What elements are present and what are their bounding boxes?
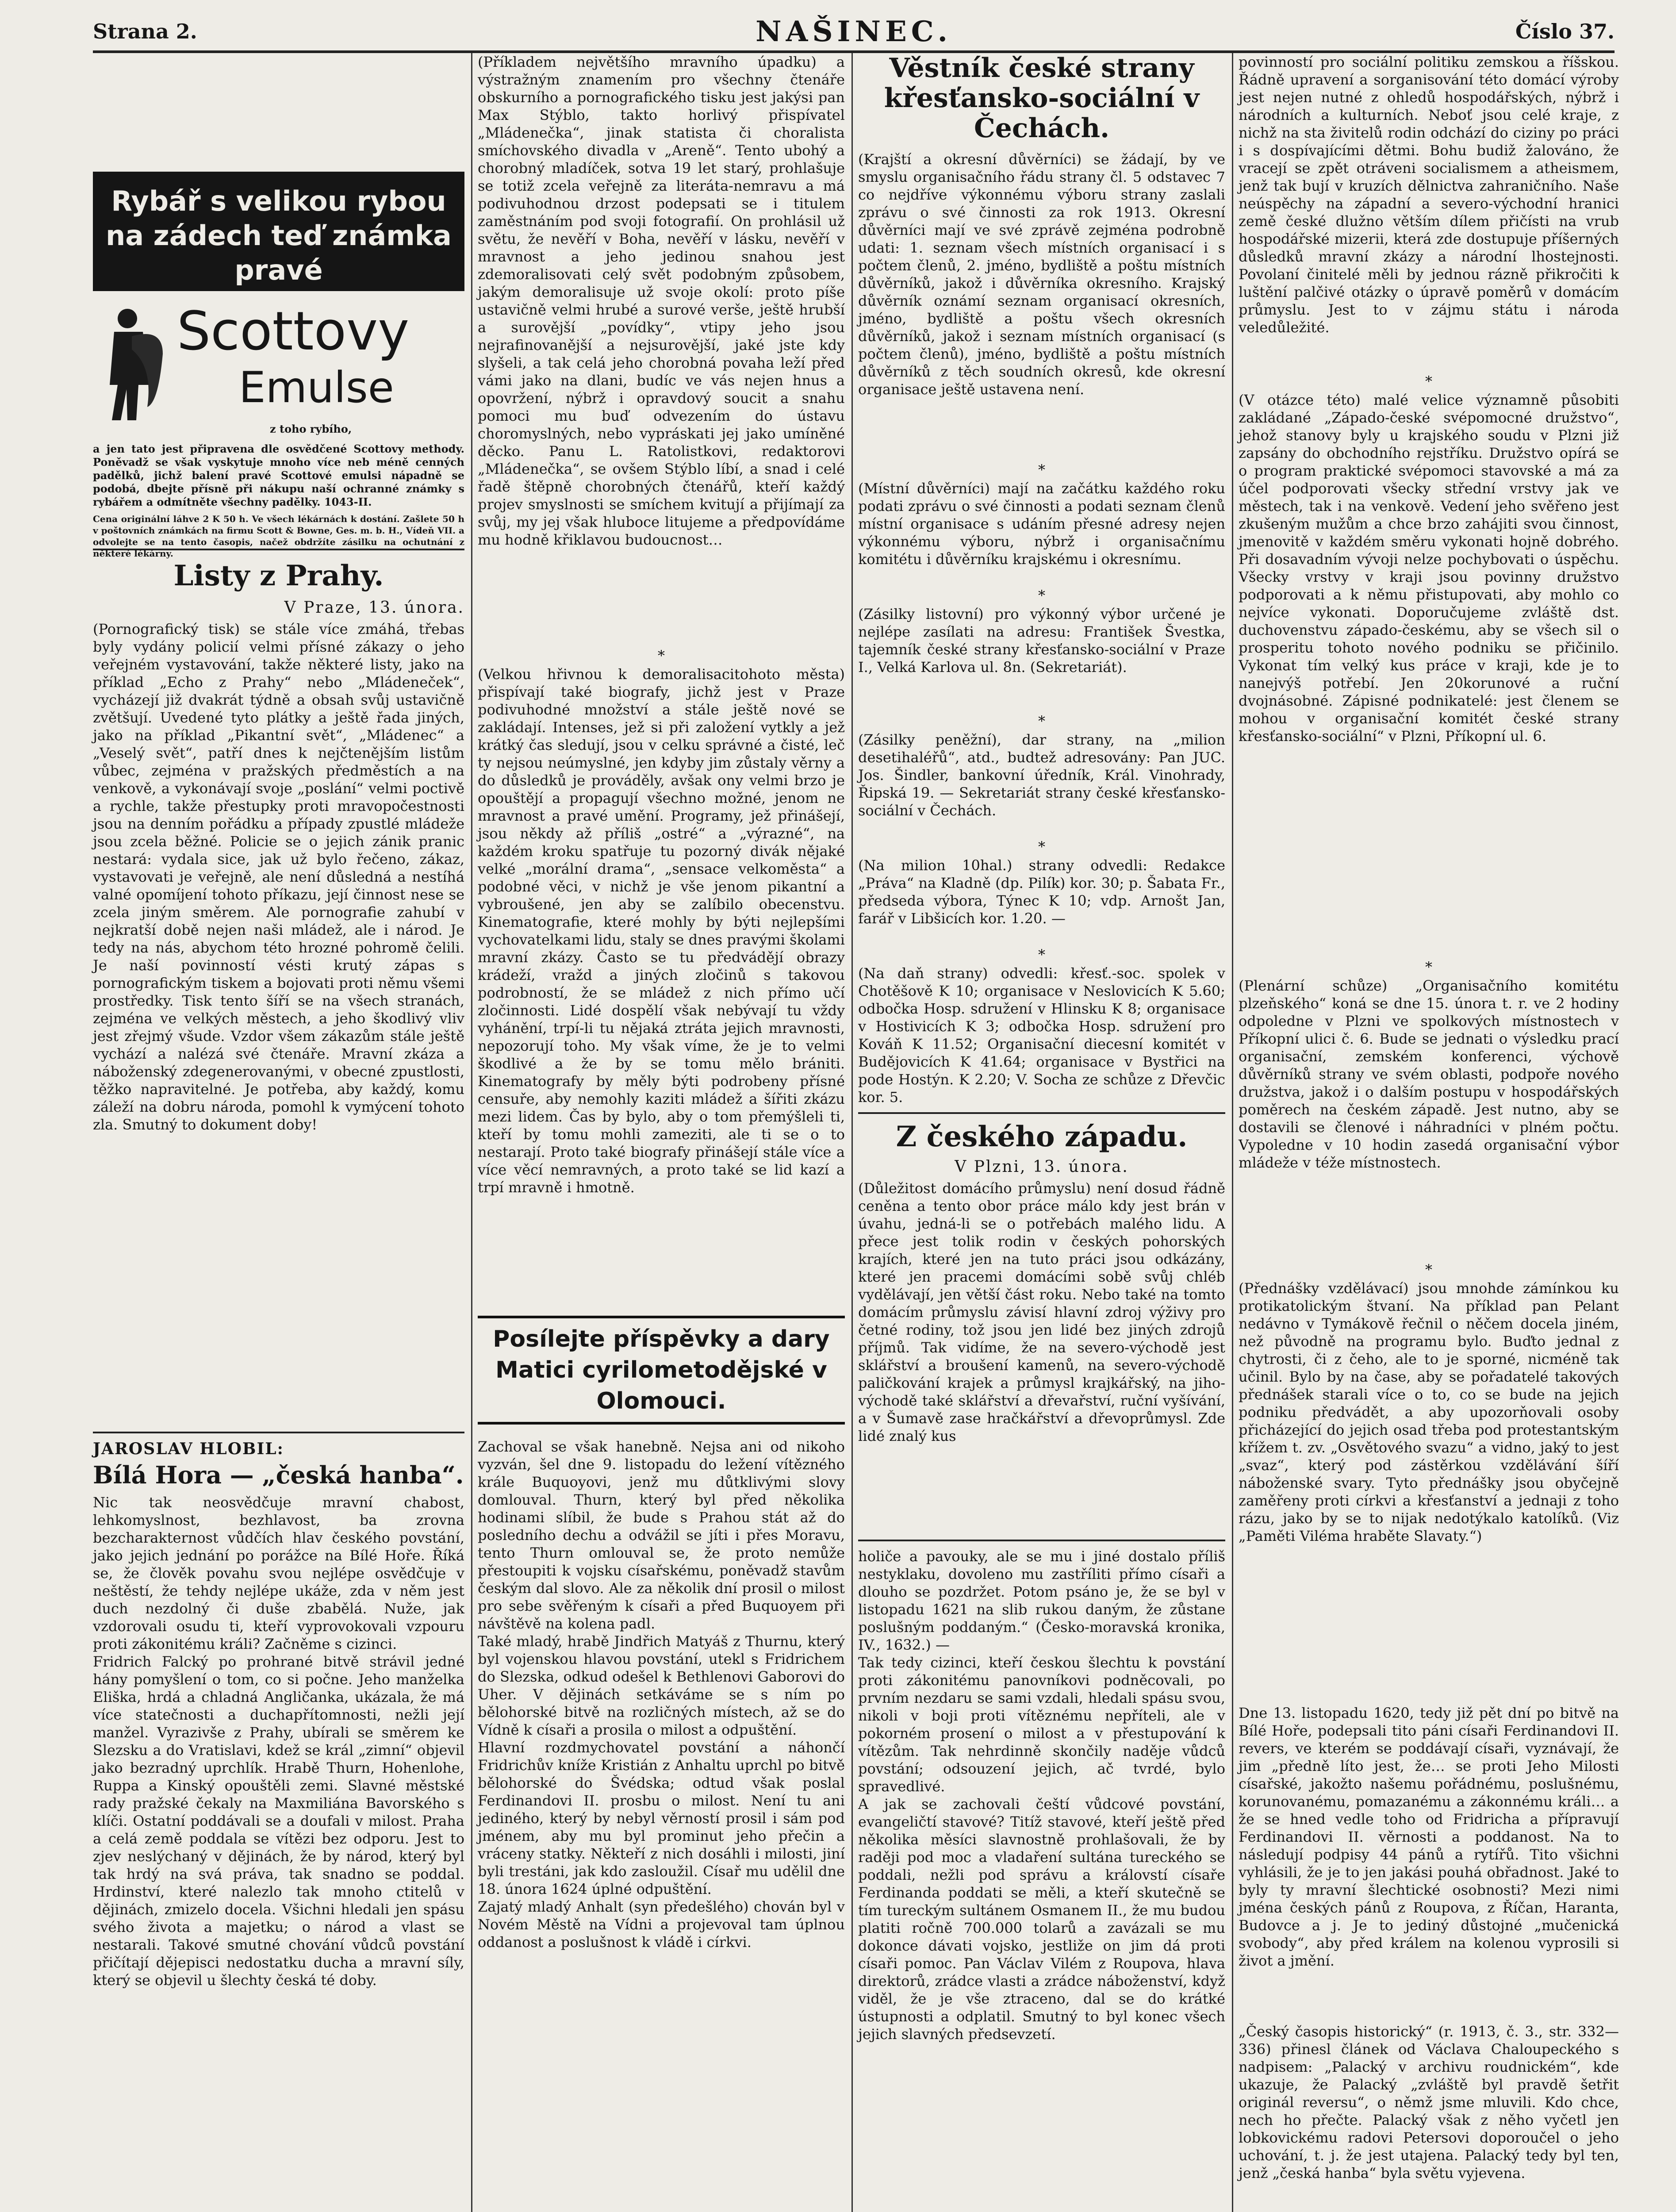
asterisk-separator: *: [1038, 946, 1045, 963]
article-text: (Místní důvěrníci) mají na začátku každého roku podati zprávu o své činnosti a podati seznam členů místní organisace s udáním přesné adresy nejen výkonnému výboru, nýbrž i organisačnímu komitétu i důvěrníku krajskému i okresnímu.: [858, 480, 1230, 568]
column-divider: [1232, 53, 1233, 2212]
article-text: Dne 13. listopadu 1620, tedy již pět dní po bitvě na Bílé Hoře, podepsali tito páni císaři Ferdinandovi II. revers, ve kterém se poddávají císaři, vyznávají, že jim „předně líto jest, že… se proti Jeho Milosti císařské, jakožto našemu pořádnému, poslušnému, korunovanému, pomazanému a zákonnému králi… a že se hned vedle toho od Fridricha a přípravují Ferdinandovi II. věrnosti a poddanost. Na to následují podpisy 44 pánů a rytířů. Tito všichni vyhlásili, že je to jen jakási pouhá obřadnost. Jaké to byly ty mravní šlechtické osobnosti? Mezi nimi jména českých pánů z Roupova, z Říčan, Haranta, Budovce a j. Je to jediný důstojné „mučenická svobody“, aby před králem na kolenou vyprosili si život a jmění.: [1239, 1705, 1624, 1969]
byline: JAROSLAV HLOBIL:: [93, 1440, 284, 1458]
appeal-box: Posílejte příspěvky a dary Matici cyrilometodějské v Olomouci.: [478, 1316, 845, 1425]
article-text: (Důležitost domácího průmyslu) není dosud řádně ceněna a tento obor práce málo kdy jest brán v úvahu, jedná-li se o potřebách malého lidu. A přece jest tolik rodin v českých pohorských krajích, které jen na tuto práci jsou odkázány, které jen pracemi domácími sobě svůj chléb vydělávají, jen větší část roku. Nebo také na tomto domácím průmyslu závisí hlavní zdroj výživy pro četné rodiny, tož jsou jen lidé bez jiných zdrojů příjmů. Tak vidíme, že na severo-východě jest sklářství a broušení kamenů, na severo-východě paličkování krajek a průmysl krajkářský, na jiho-východě také sklářství a dřevařství, ruční vyšívání, a v Šumavě zase hračkářství a dřevoprůmysl. Zde lidé znalý kus: [858, 1180, 1230, 1444]
article-text: (Plenární schůze) „Organisačního komitétu plzeňského“ koná se dne 15. února t. r. ve 2 hodiny odpoledne v Plzni ve spolkových místnostech v Příkopní ulici č. 6. Bude se jednati o výsledku prací organisační, zemském konferenci, výchově důvěrníků strany ve svém oblasti, podpoře nového družstva, jakož i o dalším postupu v hospodářských poměrech na českém západě. Jest nutno, aby se dostavili se členové i náhradníci v plném počtu. Vypoledne v 10 hodin zasedá organisační výbor mládeže v téže místnostech.: [1239, 977, 1624, 1171]
article-text: (Na milion 10hal.) strany odvedli: Redakce „Práva“ na Kladně (dp. Pilík) kor. 30; p. Šabata Fr., předseda výbora, Týnec K 10; vdp. Arnošt Jan, farář v Libšicích kor. 1.20. —: [858, 857, 1230, 927]
masthead: NAŠINEC.: [756, 15, 952, 48]
advertisement-scott-emulsion: [93, 53, 464, 559]
article-text: (Přednášky vzdělávací) jsou mnohde zámínkou ku protikatolickým štvaní. Na příklad pan Pelant nedávno v Tymákově řečnil o něčem docela jiném, než původně na programu bylo. Buďto jednal z chytrosti, či z čeho, ale to je sporné, nicméně tak učinil. Bylo by na čase, aby se pořadatelé takových přednášek starali více o to, co se bude na jejich podniku předvádět, a aby upozorňovali osoby přicházející do jejich osad třeba pod protestantským křížem t. zv. „Osvětového svazu“ a vidno, jaký to jest „svaz“, který pod zástěrkou vzdělávání šíří náboženské svary. Tyto přednášky jsou obyčejně zaměřeny proti církvi a křesťanství a jednaji z toho rázu, jako by se to nijak nedotýkalo katolíků. (Viz „Paměti Viléma hraběte Slavaty.“): [1239, 1280, 1624, 1544]
article-text: (Pornografický tisk) se stále více zmáhá, třebas byly vydány policií velmi přísné zákazy o jeho veřejném vystavování, takže některé listy, jako na příklad „Echo z Prahy“ nebo „Mládeneček“, vycházejí již dvakrát týdně a obsah svůj ustavičně zvětšují. Uvedené tyto plátky a ještě řada jiných, jako na příklad „Pikantní svět“, „Mládenec“ a „Veselý svět“, patří dnes k nejčtenějším listům vůbec, zejména v pražských předměstích a na venkově, a vykonávají svoje „poslání“ velmi poctivě a rychle, takže přestupky proti mravopočestnosti jsou na denním pořádku a případy zpustlé mládeže jsou zcela běžné. Policie se o jejich zánik pranic nestará: vydala sice, jak už bylo řečeno, zákaz, vystavovati je veřejně, ale není důsledná a nestíhá valné opomíjení tohoto příkazu, její činnost nese se zcela jiným směrem. Ale pornografie zahubí v nejkratší době nejen naši mládež, ale i národ. Je tedy na nás, abychom této hrozné pohromě čelili. Je naší povinností vésti krutý zápas s pornografickým tiskem a bojovati proti němu všemi prostředky. Tisk tento šíří se na všech stranách, zejména ve velkých městech, a jeho škodlivý vliv jest zřejmý všude. Vzdor všem zákazům stále ještě vychází a nalézá své čtenáře. Mravní zkáza a náboženský zdegenerovanými, v obecné zpustlosti, těžko napravitelné. Je potřeba, aby každý, komu záleží na dobru národa, pomohl k vymýcení tohoto zla. Smutný to dokument doby!: [93, 621, 469, 1133]
article-title: Bílá Hora — „česká hanba“.: [93, 1461, 464, 1489]
ad-small-print: Cena originální láhve 2 K 50 h. Ve všech lékárnách k dostání. Zašlete 50 h v poštovních známkách na firmu Scott & Bowne, Ges. m. b. H., Vídeň VII. a odvolejte se na tento časopis, načež obdržíte zásilku na ochutnání z některé lékárny.: [93, 514, 464, 559]
dateline: V Praze, 13. února.: [284, 599, 464, 617]
separator: [93, 1432, 464, 1433]
asterisk-separator: *: [1038, 713, 1045, 730]
separator: [858, 1112, 1225, 1114]
article-text: „Český časopis historický“ (r. 1913, č. 3., str. 332—336) přinesl článek od Václava Chaloupeckého s nadpisem: „Palacký v archivu roudnickém“, kde ukazuje, že Palacký „zvláště byl pravdě šetřit originál reversu“, o němž jsme mluvili. Kdo chce, nech ho přečte. Palacký však z něho vyčetl jen lobkovickému radovi Petersovi doporoučel o jeho uchování, t. j. že jest utajena. Palacký tedy byl ten, jenž „česká hanba“ byla světu vyjevena.: [1239, 2023, 1624, 2181]
ad-brand-sub: Emulse: [239, 363, 394, 412]
separator: [858, 1540, 1225, 1541]
asterisk-separator: *: [1038, 587, 1045, 604]
article-text: (Zásilky listovní) pro výkonný výbor určené je nejlépe zasílati na adresu: František Švestka, tajemník české strany křesťansko-sociální v Praze I., Velká Karlova ul. 8n. (Sekretariát).: [858, 606, 1230, 676]
article-text: holiče a pavouky, ale se mu i jiné dostalo příliš nestyklaku, dovoleno mu zastříliti přímo císaři a dlouho se pozdržet. Potom psáno je, že se byl v listopadu 1621 na slib rukou daným, že zůstane poslušným poddaným.“ (Česko-moravská kronika, IV., 1632.) — Tak tedy cizinci, kteří českou šlechtu k povstání proti zákonitému panovníkovi podněcovali, po prvním nezdaru se sami vzdali, hledali spásu svou, nikoli v boji proti vítěznému nepříteli, ale v pokorném prosení o milost a v přestupování k vítězům. Tak nehrdinně skončily naděje vůdců povstání; odsouzení jejich, ač tvrdé, bylo spravedlivé. A jak se zachovali čeští vůdcové povstání, evangeličtí stavové? Titíž stavové, kteří ještě před několika měsíci slavnostně prohlašovali, že by raději pod moc a vladaření sultána tureckého se poddali, nežli pod správu a královstí císaře Ferdinanda poddati se měli, a kteří skutečně se tím tureckým sultánem Osmanem II., že mu budou platiti ročně 700.000 tolarů a zavázali se mu dokonce dávati vojsko, jestliže on jim dá proti císaři pomoc. Pan Václav Vilém z Roupova, hlava direktorů, zrádce vlasti a zrádce náboženství, když viděl, že je vše ztraceno, dal se do krátké ústupnosti a odplatil. Smutný to byl konec všech jejich slavných předsevzetí.: [858, 1548, 1225, 2043]
issue-number: Číslo 37.: [1515, 19, 1615, 43]
section-title: Z českého západu.: [896, 1120, 1188, 1153]
article-text: (Zásilky peněžní), dar strany, na „milion desetihaléřů“, atd., budtež adresovány: Pan JUC. Jos. Šindler, bankovní úředník, Král. Vinohrady, Řipská 19. — Sekretariát strany české křesťansko-sociální v Čechách.: [858, 731, 1230, 819]
ad-headline: Rybář s velikou rybou na zádech teď známka pravé: [93, 172, 464, 291]
column-divider: [471, 53, 472, 2212]
asterisk-separator: *: [658, 647, 665, 664]
column-divider: [851, 53, 853, 2212]
ad-brand: Scottovy: [177, 301, 410, 362]
page-number: Strana 2.: [93, 19, 197, 43]
article-text: (Krajští a okresní důvěrníci) se žádají, by ve smyslu organisačního řádu strany čl. 5 odstavec 7 co nejdříve výkonnému výboru strany zaslali zprávu o své činnosti za rok 1913. Okresní důvěrníci mají ve své zprávě zejména podrobně udati: 1. seznam všech místních organisací i s počtem členů, 2. jméno, bydliště a poštu místních důvěrníků, jakož i důvěrníka okresního. Krajský důvěrník oznámí seznam organisací okresních, jméno, bydliště a poštu všech okresních důvěrníků, jakož i seznam místních organisací (s počtem členů), jméno, bydliště a poštu místních důvěrníků z těch soudních okresů, kde okresní organisace ještě ustavena není.: [858, 151, 1230, 398]
asterisk-separator: *: [1038, 461, 1045, 478]
page-header: [93, 12, 1615, 48]
asterisk-separator: *: [1425, 1261, 1432, 1278]
column-2: [478, 53, 850, 2212]
fisherman-icon: [101, 301, 167, 425]
article-title: Listy z Prahy.: [173, 559, 384, 592]
article-text: (Na daň strany) odvedli: křesť.-soc. spolek v Chotěšově K 10; organisace v Neslovicích K 5.60; odbočka Hosp. sdružení v Hlinsku K 8; organisace v Hostivicích K 3; odbočka Hosp. sdružení pro Kováň K 11.52; Organisační diecesní komitét v Budějovicích K 41.64; organisace v Bystřici na pode Hostýn. K 2.20; V. Socha ze schůze z Dřevčic kor. 5.: [858, 965, 1230, 1106]
section-title: Věstník české strany křesťansko-sociální v Čechách.: [884, 53, 1200, 144]
asterisk-separator: *: [1038, 838, 1045, 855]
article-text: (V otázce této) malé velice významně působiti zakládané „Západo-české svépomocné družstvo“, jehož stanovy byly u krajského soudu v Plzni již zapsány do obchodního rejstříku. Družstvo opírá se o program praktické svépomoci stavovské a má za účel podporovati všecky střední vrstvy jak ve městech, tak i na venkově. Vedení jeho svěřeno jest zkušeným mužům a chce brzo zahájiti svou činnost, jmenovitě v každém směru vykonati hojně dobrého. Při dosavadním vývoji nelze pochybovati o úspěchu. Všecky vrstvy v kraji jsou povinny družstvo podporovati a k němu přistupovati, aby mohlo co nejvíce vykonati. Doporučujeme zvláště dst. duchovenstvu západo-českému, aby se všech sil o prosperitu tohoto nového podniku se přičinilo. Vykonat tím velký kus práce v kraji, kde je to nanejvýš potřebí. Jen 20korunové a ruční dvojnásobné. Zápisné podnikatelé: jest členem se mohou v organisační komitét české strany křesťansko-sociální“ v Plzni, Příkopní ul. 6.: [1239, 392, 1624, 745]
asterisk-separator: *: [1425, 373, 1432, 390]
ad-text: a jen tato jest připravena dle osvědčené Scottovy methody. Poněvadž se však vyskytuje mnoho více neb méně cenných padělků, jichž balení pravé Scottové emulsi nápadně se podobá, dbejte přísně při nákupu naší ochranné známky s rybářem a odmítněte všechny padělky. 1043-II.: [93, 442, 464, 508]
column-3: [858, 53, 1230, 2212]
column-4: [1239, 53, 1624, 2212]
article-text: (Velkou hřivnou k demoralisacitohoto města) přispívají také biografy, jichž jest v Praze podivuhodné množství a stále ještě nové se zakládají. Intenses, jež si při založení vytkly a jež krátký čas sledují, jsou v celku správné a čisté, leč ty nejsou neúmyslné, jen kdyby jim zůstaly věrny a do důsledků je prováděly, avšak ony velmi brzo je opouštějí a propagují všechno možné, jenom ne mravnost a pravé umění. Programy, jež přinášejí, jsou někdy až příliš „ostré“ a „výrazné“, na každém kroku spatřuje tu pozorný divák nějaké velké „morální drama“, „sensace velkoměsta“ a podobné věci, v nichž je vše jenom pikantní a vybroušené, jen aby se zalíbilo obecenstvu. Kinematografie, které mohly by býti nejlepšími vychovatelkami lidu, staly se dnes pravými školami mravní zkázy. Často se tu předvádějí obrazy krádeží, vražd a jiných zločinů s takovou podrobností, že se mládež z nich přímo učí zločinnosti. Lidé dospělí však nebývají tu vždy vyhánění, trpí-li tu nějaká ztráta jejich mravnosti, nepozorují toho. My však víme, že je to velmi škodlivé a že by se tomu mělo brániti. Kinematografy by měly býti podrobeny přísné censuře, aby nemohly kaziti mládež a šířiti zkázu mezi lidem. Čas by bylo, aby o tom přemýšleli ti, kteří by tomu mohli zameziti, ale ti se o to nestarají. Proto také biografy přinášejí stále více a více věcí nemravných, a proto také se lid kazí a trpí mravně i hmotně.: [478, 666, 850, 1196]
article-text: povinností pro sociální politiku zemskou a říšskou. Řádně upravení a sorganisování této domácí výroby jest nejen nutné z ohledů hospodářských, nýbrž i národních a kulturních. Neboť jsou celé kraje, z nichž na sta živitelů rodin odchází do ciziny po práci i s dospívajícími dětmi. Bohu budiž žalováno, že vracejí se zpět otráveni socialismem a atheismem, jenž tak bují v kruzích dělnictva zahraničního. Naše neúspěchy na západní a severo-východní hranici země české dlužno větším dílem přičísti na vrub hospodářské mizerii, která zde dostupuje příšerných důsledků mravní zkázy a národní lhostejnosti. Povolaní činitelé měli by jednou rázně přikročiti k luštění palčivé otázky o úpravě poměrů v domácím průmyslu. Jest to v zájmu státu i národa veledůležité.: [1239, 54, 1624, 336]
article-text: Nic tak neosvědčuje mravní chabost, lehkomyslnost, bezhlavost, ba zrovna bezcharakternost vůdčích hlav českého povstání, jako jejich jednání po porážce na Bílé Hoře. Říká se, že člověk povahu svou nejlépe osvědčuje v neštěstí, že tehdy nejlépe ukáže, zda v něm jest duch nezdolný či duše zbabělá. Nuže, jak vzdorovali osudu ti, kteří vyprovokovali vzpouru proti zákonitému králi? Začněme s cizinci. Fridrich Falcký po prohrané bitvě strávil jedné hány pomyšlení o tom, co si počne. Jeho manželka Eliška, hrdá a chladná Angličanka, ukázala, že má více statečnosti a duchapřítomnosti, nežli její manžel. Vyrazivše z Prahy, ubírali se směrem ke Slezsku a do Vratislavi, kdež se král „zimní“ objevil jako bezradný uprchlík. Hrabě Thurn, Hohenlohe, Ruppa a Kinský opouštěli zemi. Slavné městské rady pražské čekaly na Maxmiliána Bavorského s klíči. Ostatní poddávali se a doufali v milost. Praha a celá země poddala se vítězi bez odporu. Jest to zjev neslýchaný v dějinách, že by národ, který byl tak hrdý na svá práva, tak snadno se poddal. Hrdinství, které nalezlo tak mnoho ctitelů v dějinách, zmizelo docela. Všichni hledali jen spásu svého života a majetku; o národ a vlast se nestarali. Takové smutné chování vůdců povstání přičítají dějepisci nedostatku ducha a mravní síly, který se objevil u šlechty česká té doby.: [93, 1494, 464, 1989]
column-1: [93, 53, 469, 2212]
article-text: Zachoval se však hanebně. Nejsa ani od nikoho vyzván, šel dne 9. listopadu do ležení vítězného krále Buquoyovi, jenž mu důtklivými slovy domlouval. Thurn, který byl před několika hodinami slíbil, že bude s Prahou stát až do posledního dechu a odvážil se jíti i přes Moravu, tento Thurn omlouval se, že proto nemůže přestoupiti k vojsku císařskému, poněvadž stavům českým dal slovo. Ale za několik dní prosil o milost pro sebe svěřeným k císaři a před Buquoyem při návštěvě na kolena padl. Také mladý, hrabě Jindřich Matyáš z Thurnu, který byl vojenskou hlavou povstání, utekl s Fridrichem do Slezska, odkud odešel k Bethlenovi Gaborovi do Uher. V dějinách setkáváme se s ním po bělohorské bitvě na rozličných místech, až se do Vídně k císaři a prosila o milost a odpuštění. Hlavní rozdmychovatel povstání a náhončí Fridrichův kníže Kristián z Anhaltu uprchl po bitvě bělohorské do Švédska; odtud však poslal Ferdinandovi II. prosbu o milost. Není tu ani jediného, který by nebyl věrností prosil i sám pod jménem, aby mu byl prominut jeho přečin a vráceny statky. Někteří z nich dosáhli i milosti, jiní byli trestáni, jak kdo zasloužil. Císař mu udělil dne 18. února 1624 úplné odpuštění. Zajatý mladý Anhalt (syn předešlého) chován byl v Novém Městě na Vídni a projevoval tam úplnou oddanost a poslušnost k vládě i církvi.: [478, 1438, 845, 1951]
asterisk-separator: *: [1425, 959, 1432, 975]
dateline: V Plzni, 13. února.: [955, 1158, 1129, 1176]
ad-subline: z toho rybího,: [270, 422, 352, 435]
article-text: (Příkladem největšího mravního úpadku) a výstražným znamením pro všechny čtenáře obskurního a pornografického tisku jest jakýsi pan Max Stýblo, takto horlivý přispívatel „Mládenečka“, jinak statista či choralista smíchovského divadla v „Areně“. Tento ubohý a chorobný mladíček, sotva 19 let starý, prohlašuje se totiž zcela veřejně za literáta-nemravu a má podivuhodnou drzost podepsati se i titulem zaměstnáním pod svoji fotografií. On prohlásil už světu, že nevěří v Boha, nevěří v lásku, nevěří v mravnost a jeho jedinou snahou jest zdemoralisovati celý svět podobným způsobem, jakým demoralisuje už svoje okolí: proto píše ustavičně velmi hrubé a surové verše, ještě hrubší a surovější „povídky“, vtipy jeho jsou nejrafinovanější a nejsurovější, jaké jste kdy slyšeli, a tak celá jeho chorobná povaha leží před vámi jako na dlani, budíc ve vás nejen hnus a opovržení, nýbrž i opravdový soucit a snahu pomoci mu buď odvezením do ústavu choromyslných, nebo vypráskati jej jako umíněné děcko. Panu L. Ratolistkovi, redaktorovi „Mládenečka“, se ovšem Stýblo líbí, a snad i celé řadě štěpně chorobných čtenářů, kteří každý projev smyslnosti se smíchem kvitují a přijímají za svůj, my jej však hluboce litujeme a předpovídáme mu hodně křiklavou budoucnost…: [478, 54, 850, 548]
